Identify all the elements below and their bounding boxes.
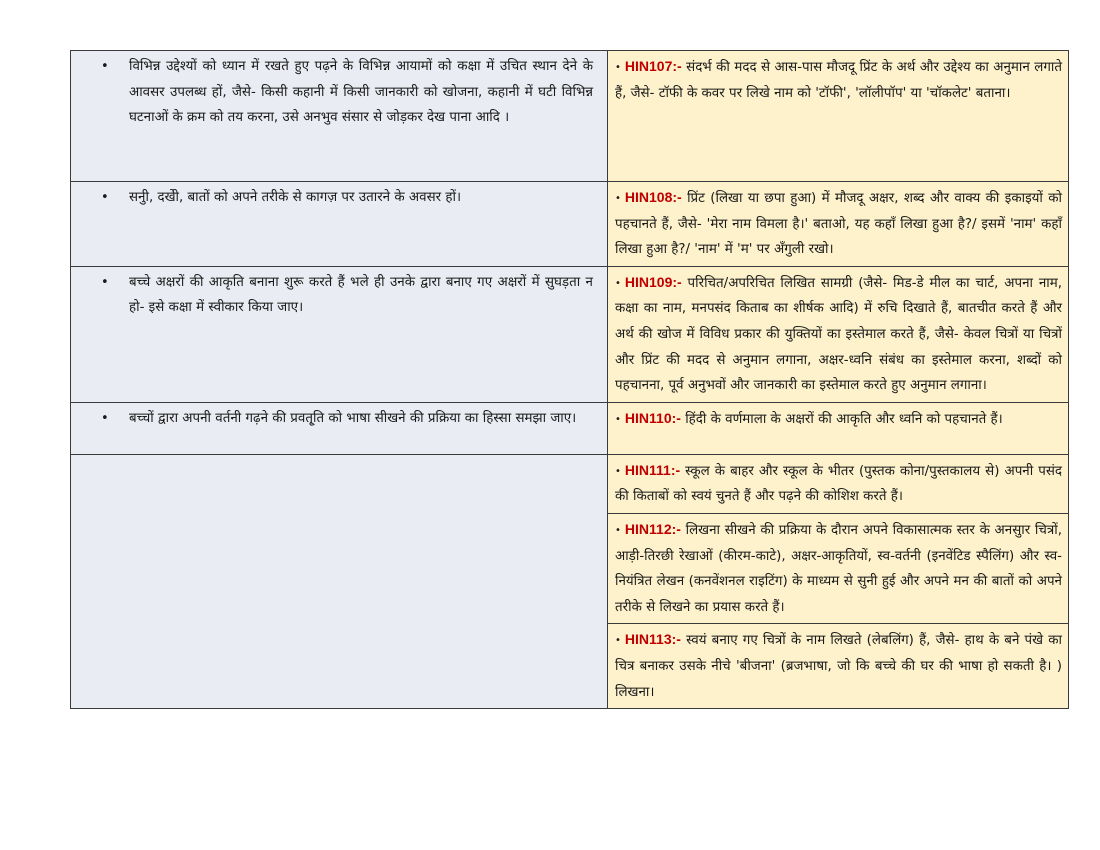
outcome-item [615,270,1062,399]
bullet-icon: • [101,410,109,426]
outcome-text: स्वयं बनाए गए चित्रों के नाम लिखते (लेबलिंग) हैं, जैसे- हाथ के बने पंखे का चित्र बनाकर उसके नीचे 'बीजना' (ब्रजभाषा, जो कि बच्चे की घर की भाषा हो सकती है। ) लिखना। [615,633,1062,700]
bullet-icon: • [615,465,621,477]
learning-outcomes-table [70,50,1069,709]
table-row [71,182,1069,267]
outcome-cell [608,402,1069,454]
outcome-item [615,627,1062,705]
outcome-cell [608,182,1069,267]
outcome-text: संदर्भ की मदद से आस-पास मौजदू प्रिंट के अर्थ और उद्देश्य का अनुमान लगाते हैं, जैसे- टॉफी के कवर पर लिखे नाम को 'टॉफी', 'लॉलीपॉप' या 'चॉकलेट' बताना। [615,60,1062,101]
bullet-icon: • [615,62,621,73]
bullet-icon: • [615,277,621,289]
outcome-item [615,185,1062,263]
outcome-cell [608,624,1069,709]
pedagogy-cell [71,402,608,454]
outcome-text: स्कूल के बाहर और स्कूल के भीतर (पुस्तक कोना/पुस्तकालय से) अपनी पसंद की किताबों को स्वयं चुनते हैं और पढ़ने की कोशिश करते हैं। [615,463,1062,505]
bullet-icon: • [101,190,109,205]
table-row [71,51,1069,182]
outcome-code: HIN108:- [624,189,682,205]
bullet-icon: • [615,635,621,647]
outcome-item [615,54,1062,106]
outcome-cell [608,51,1069,182]
pedagogy-cell [71,51,608,182]
bullet-icon: • [101,274,109,290]
table-row [71,266,1069,402]
pedagogy-text: बच्चों द्वारा अपनी वर्तनी गढ़ने की प्रवतृ्ति को भाषा सीखने की प्रक्रिया का हिस्सा समझा जाए। [129,410,577,426]
outcome-code: HIN107:- [624,58,682,74]
outcome-code: HIN112:- [624,520,681,537]
outcome-code: HIN109:- [624,273,682,290]
outcome-code: HIN111:- [624,461,681,478]
outcome-item [615,458,1062,510]
outcome-cell [608,454,1069,513]
outcome-item [615,406,1062,433]
outcome-cell [608,266,1069,402]
bullet-icon: • [615,193,621,204]
pedagogy-text: सनुी, दखेी, बातों को अपने तरीके से कागज़ पर उतारने के अवसर हों। [129,190,462,205]
pedagogy-text: विभिन्न उद्देश्यों को ध्यान में रखते हुए पढ़ने के विभिन्न आयामों को कक्षा में उचित स्थान देने के आवसर उपलब्ध हों, जैसे- किसी कहानी में किसी जानकारी को खोजना, कहानी में घटी विभिन्न घटनाओं के क्रम को तय करना, उसे अनभुव संसार से जोड़कर देख पाना आदि । [129,59,593,126]
table-row [71,402,1069,454]
outcome-text: लिखना सीखने की प्रक्रिया के दौरान अपने विकासात्मक स्तर के अनसुार चित्रों, आड़ी-तिरछी रेखाओं (कीरम-काटे), अक्षर-आकृतियों, स्व-वर्तनी (इनवेंटिड स्पैलिंग) और स्व-नियंत्रित लेखन (कनवेंशनल राइटिंग) के माध्यम से सुनी हुई और अपने मन की बातों को अपने तरीके से लिखने का प्रयास करते हैं। [615,522,1062,615]
outcome-cell [608,513,1069,623]
pedagogy-cell [71,266,608,402]
outcome-item [615,517,1062,620]
outcome-text: प्रिंट (लिखा या छपा हुआ) में मौजदू अक्षर, शब्द और वाक्य की इकाइयों को पहचानते हैं, जैसे- 'मेरा नाम विमला है।' बताओ, यह कहाँ लिखा हुआ है?/ इसमें 'नाम' कहाँ लिखा हुआ है?/ 'नाम' में 'म' पर अँगुली रखो। [615,191,1062,258]
table-row [71,454,1069,513]
bullet-icon: • [101,59,109,74]
pedagogy-text: बच्चे अक्षरों की आकृति बनाना शुरू करते हैं भले ही उनके द्वारा बनाए गए अक्षरों में सुघड़ता न हो- इसे कक्षा में स्वीकार किया जाए। [129,274,593,316]
outcome-code: HIN110:- [624,409,681,426]
pedagogy-cell [71,182,608,267]
pedagogy-cell-empty [71,454,608,708]
outcome-text: हिंदी के वर्णमाला के अक्षरों की आकृति और ध्वनि को पहचानते हैं। [680,411,1003,427]
bullet-icon: • [615,524,621,536]
outcome-code: HIN113:- [624,631,681,648]
outcome-text: परिचित/अपरिचित लिखित सामग्री (जैसे- मिड-डे मील का चार्ट, अपना नाम, कक्षा का नाम, मनपसंद किताब का शीर्षक आदि) में रुचि दिखाते हैं, बातचीत करते हैं और अर्थ की खोज में विविध प्रकार की युक्तियों का इस्तेमाल करते हैं, जैसे- केवल चित्रों या चित्रों और प्रिंट की मदद से अनुमान लगाना, अक्षर-ध्वनि संबंध का इस्तेमाल करना, शब्दों को पहचानना, पूर्व अनुभवों और जानकारी का इस्तेमाल करते हुए अनुमान लगाना। [615,275,1062,394]
bullet-icon: • [615,413,621,425]
